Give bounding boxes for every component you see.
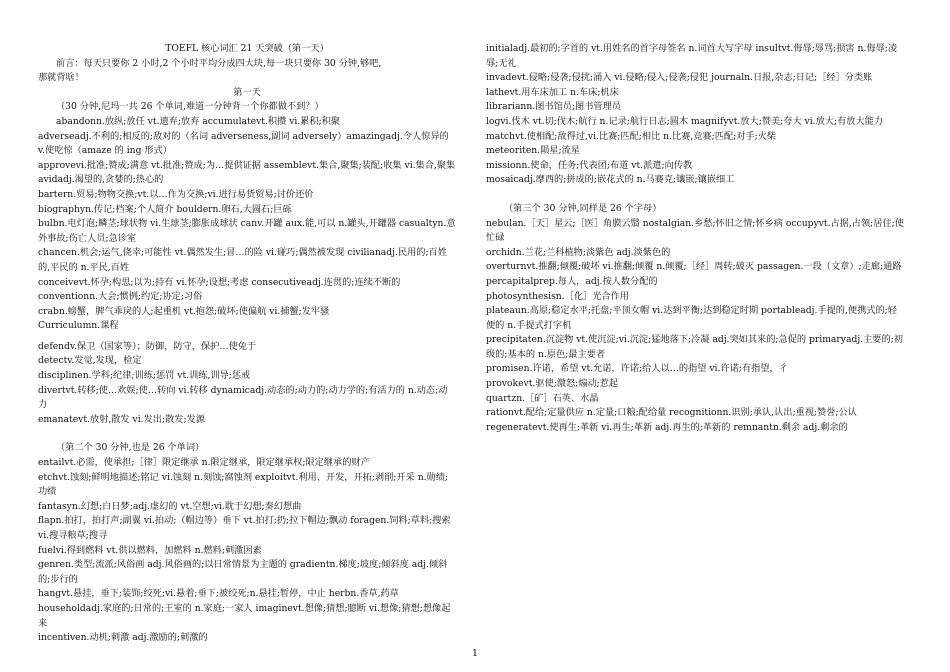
- left-column-line: disciplinen.学科;纪律;训练;惩罚 vt.训练,训导;惩戒: [38, 370, 251, 382]
- left-column-line: emanatevt.放射,散发 vi.发出;散发;发源: [38, 413, 205, 425]
- left-column-line: biographyn.传记;档案;个人简介 bouldern.卵石,大圆石;巨砾: [38, 203, 292, 215]
- left-column-line: divertvt.转移;使…欢娱;使…转向 vi.转移 dynamicadj.动态的;动力的;动力学的;有活力的 n.动态;动力: [38, 384, 448, 411]
- left-column-line: bulbn.电灯泡;鳞茎;球状物 vi.生球茎;膨胀成球状 canv.开罐 aux.能,可以 n.罐头,开罐器 casualtyn.意外事故;伤亡人员;急诊室: [38, 218, 456, 244]
- left-column-line: detectv.发觉,发现，检定: [38, 355, 142, 367]
- right-column-line: invadevt.侵略;侵袭;侵扰;涌入 vi.侵略;侵入;侵袭;侵犯 journaln.日报,杂志;日记;［经］分类账: [486, 72, 873, 84]
- right-column-line: nebulan.［天］星云;［医］角膜云翳 nostalgian.乡愁;怀旧之情;怀乡病 occupyvt.占据,占领;居住;使忙碌: [486, 217, 904, 244]
- right-column-line: plateaun.高原;稳定水平;托盘;平顶女帽 vi.达到平衡;达到稳定时期 portableadj.手提的,便携式的;轻便的 n.手提式打字机: [486, 305, 897, 331]
- right-column-line: orchidn.兰花;兰科植物;淡紫色 adj.淡紫色的: [486, 246, 671, 258]
- right-column-line: missionn.使命，任务;代表团;布道 vt.派遣;向传教: [486, 159, 693, 171]
- left-column-line: flapn.拍打，拍打声;副翼 vi.拍动;（帽边等）垂下 vt.拍打;扔;拉下帽边;飘动 foragen.饲料;草料;搜索 vi.搜寻粮草;搜寻: [38, 515, 451, 541]
- left-column-line: incentiven.动机;刺激 adj.激励的;刺激的: [38, 632, 208, 644]
- left-column-line: adverseadj.不利的;相反的;敌对的（名词 adverseness,副词 adversely）amazingadj.令人惊异的 v.使吃惊（amaze 的 ing 形式）: [38, 130, 449, 157]
- left-column-line: crabn.螃蟹，脾气乖戾的人;起重机 vt.抱怨;破坏;使偏航 vi.捕蟹;发牢骚: [38, 305, 330, 317]
- left-column-line: approvevi.批准;赞成;满意 vt.批准;赞成;为…提供证据 assemblevt.集合,聚集;装配;收集 vi.集合,聚集: [38, 159, 456, 171]
- right-column: [486, 42, 904, 435]
- page-number: 1: [471, 648, 479, 659]
- right-column-line: overturnvt.推翻;倾覆;破坏 vi.推翻;倾覆 n.倾覆;［经］周转;破灭 passagen.一段（文章）;走廊;通路: [486, 261, 902, 273]
- left-column-line: （30 分钟,尼玛一共 26 个单词,难道一分钟背一个你都做不到？）: [56, 101, 324, 113]
- left-column-line: entailvt.必需，使承担;［律］限定继承 n.限定继承，限定继承权;限定继承的财产: [38, 457, 370, 469]
- right-column-line: （第三个 30 分钟,同样是 26 个字母）: [504, 202, 662, 214]
- left-column-line: Curriculumn.课程: [38, 320, 119, 332]
- left-column-line: chancen.机会;运气,侥幸;可能性 vt.偶然发生;冒…的险 vi.碰巧;偶然被发现 civilianadj.民用的;百姓的,平民的 n.平民,百姓: [38, 247, 447, 273]
- right-column-line: initialadj.最初的;字首的 vt.用姓名的首字母签名 n.词首大写字母 insultvt.侮辱;辱骂;损害 n.侮辱;凌辱;无礼: [486, 43, 898, 69]
- left-column-line: avidadj.渴望的,贪婪的;热心的: [38, 174, 164, 186]
- spacer: [38, 427, 456, 441]
- right-column-line: rationvt.配给;定量供应 n.定量;口粮;配给量 recognitionn.识别;承认,认出;重视;赞誉;公认: [486, 407, 857, 419]
- right-column-line: meteoriten.陨星;流星: [486, 145, 580, 157]
- left-column-line: fuelvi.得到燃料 vt.供以燃料，加燃料 n.燃料;刺激因素: [38, 544, 262, 556]
- left-column: [38, 42, 456, 646]
- right-column-line: quartzn.［矿］石英、水晶: [486, 392, 599, 404]
- right-column-line: matchvt.使相配;敌得过,vi.比赛;匹配;相比 n.比赛,竞赛;匹配;对手;火柴: [486, 130, 777, 142]
- spacer: [486, 188, 904, 202]
- left-column-line: bartern.贸易;物物交换;vt.以…作为交换;vi.进行易货贸易;讨价还价: [38, 188, 314, 200]
- right-column-line: librariann.图书馆员;图书管理员: [486, 101, 621, 113]
- right-column-line: promisen.许诺，希望 vt.允诺，许诺;给人以…的指望 vi.许诺;有指望，彳: [486, 363, 788, 375]
- left-column-line: householdadj.家庭的;日常的;王室的 n.家庭;一家人 imaginevt.想像;猜想;臆断 vi.想像;猜想;想像起来: [38, 602, 451, 629]
- left-column-line: 那就背啥！: [38, 72, 84, 84]
- left-column-line: abandonn.放纵;放任 vt.遗弃;放弃 accumulatevt.积攒 vi.累积;积聚: [56, 115, 341, 127]
- left-column-line: （第二个 30 分钟,也是 26 个单词）: [56, 442, 205, 454]
- left-column-line: defendv.保卫（国家等）；防御，防守，保护…使免于: [38, 340, 257, 352]
- left-column-line: fantasyn.幻想;白日梦;adj.虚幻的 vt.空想;vi.耽于幻想;奏幻想曲: [38, 500, 302, 512]
- left-column-line: hangvt.悬挂，垂下;装饰;绞死;vi.悬着;垂下;被绞死;n.悬挂;暂停，中止 herbn.香草,药草: [38, 588, 399, 600]
- right-column-line: percapitalprep.每人，adj.按人数分配的: [486, 275, 658, 287]
- left-column-line: genren.类型;流派;风俗画 adj.风俗画的;以日常情景为主题的 gradientn.梯度;坡度;倾斜度 adj.倾斜的;步行的: [38, 559, 448, 585]
- left-column-line: 第一天: [233, 86, 261, 98]
- left-column-line: conventionn.大会;惯例;约定;协定;习俗: [38, 291, 203, 303]
- right-column-line: logvi.伐木 vt.切;伐木;航行 n.记录;航行日志;圆木 magnifyvt.放大;赞美;夸大 vi.放大;有放大能力: [486, 115, 884, 127]
- right-column-line: provokevt.驱使;激怒;煽动;惹起: [486, 378, 619, 390]
- right-column-line: regeneratevt.使再生;革新 vi.再生;革新 adj.再生的;革新的 remnantn.剩余 adj.剩余的: [486, 421, 848, 433]
- right-column-line: precipitaten.沉淀物 vt.使沉淀;vi.沉淀;猛地落下;冷凝 adj.突如其来的;急促的 primaryadj.主要的;初级的;基本的 n.原色;最主要者: [486, 334, 903, 360]
- left-column-line: etchvt.蚀刻;鲜明地描述;铭记 vi.蚀刻 n.刻蚀;腐蚀剂 exploitvt.利用、开发，开拓;剥削;开采 n.勋绩;功绩: [38, 471, 448, 498]
- left-column-line: 前言：每天只要你 2 小时,2 个小时平均分成四大块,每一块只要你 30 分钟,够吧,: [56, 57, 382, 69]
- left-column-line: conceivevt.怀孕;构思;以为;持有 vi.怀孕;设想;考虑 consecutiveadj.连贯的;连续不断的: [38, 276, 401, 288]
- left-column-line: TOEFL 核心词汇 21 天突破（第一天）: [165, 43, 329, 54]
- right-column-line: lathevt.用车床加工 n.车床;机床: [486, 86, 619, 98]
- right-column-line: mosaicadj.摩西的;拼成的;嵌花式的 n.马赛克;镶嵌;镶嵌细工: [486, 174, 735, 186]
- right-column-line: photosynthesisn.［化］光合作用: [486, 290, 629, 302]
